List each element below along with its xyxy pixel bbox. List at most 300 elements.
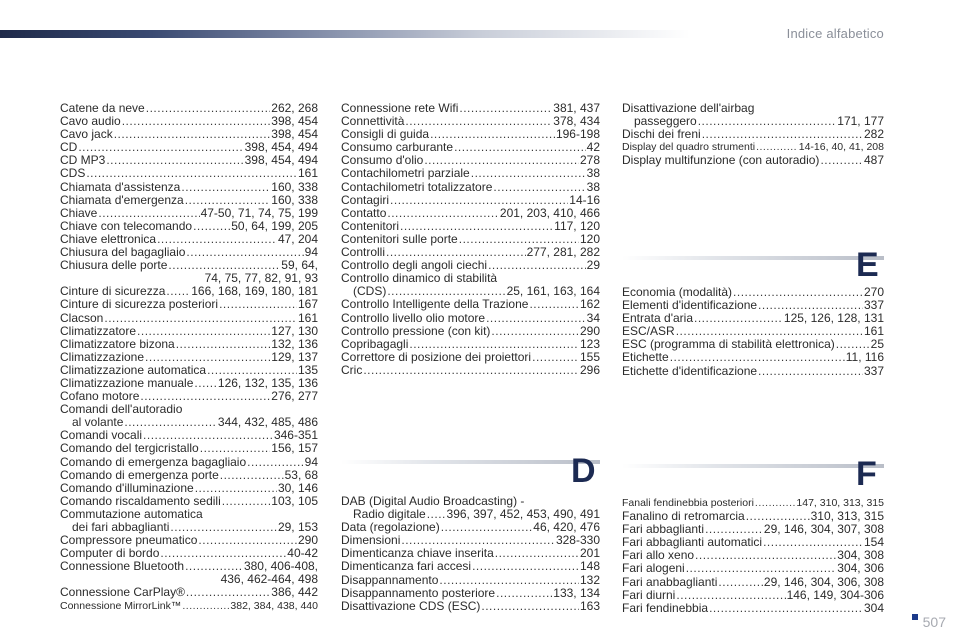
index-pages: 378, 434 [553, 114, 600, 129]
leader-dots [459, 233, 579, 246]
index-entry [60, 325, 318, 338]
index-pages: 161 [863, 324, 884, 339]
leader-dots [186, 586, 270, 599]
index-column-d [341, 495, 600, 613]
index-pages: 50, 64, 199, 205 [231, 218, 318, 233]
index-term: Connessione Bluetooth [60, 559, 185, 574]
index-pages: 42 [586, 140, 600, 155]
index-entry [341, 181, 600, 194]
index-term: Climatizzatore [60, 323, 137, 338]
index-term: Fanali fendinebbia posteriori [622, 497, 754, 509]
leader-dots [686, 562, 837, 575]
section-letter-f: F [856, 455, 877, 493]
index-pages: 304, 308 [837, 548, 884, 563]
leader-dots [168, 259, 280, 272]
index-pages: 290 [297, 533, 318, 548]
index-pages: 380, 406-408, [243, 559, 318, 574]
index-term: Climatizzatore bizona [60, 336, 175, 351]
index-pages: 201 [579, 546, 600, 561]
index-entry [60, 167, 318, 180]
leader-dots [386, 246, 526, 259]
leader-dots [122, 115, 271, 128]
index-pages: 277, 281, 282 [526, 245, 600, 260]
leader-dots [733, 286, 863, 299]
index-pages: 162 [579, 297, 600, 312]
leader-dots [702, 128, 863, 141]
index-term: DAB (Digital Audio Broadcasting) - [341, 494, 525, 508]
index-term: Connessione CarPlay® [60, 585, 185, 600]
index-term: Computer di bordo [60, 546, 160, 561]
page-number: 507 [922, 614, 946, 630]
index-term: ESC (programma di stabilità elettronica) [622, 337, 835, 352]
leader-dots [181, 181, 270, 194]
index-term: Consumo carburante [341, 140, 454, 155]
index-term: Consumo d'olio [341, 153, 424, 168]
leader-dots [532, 351, 579, 364]
leader-dots [106, 154, 243, 167]
index-pages: 163 [579, 598, 600, 613]
index-pages: 310, 313, 315 [810, 509, 884, 524]
leader-dots [698, 115, 837, 128]
index-term: Cavo jack [60, 127, 113, 142]
index-term: Fari anabbaglianti [622, 574, 718, 589]
leader-dots [441, 521, 533, 534]
index-term: Cavo audio [60, 114, 121, 129]
index-entry [60, 194, 318, 207]
index-pages: 171, 177 [837, 114, 884, 129]
index-pages: 398, 454 [271, 114, 318, 129]
index-pages: 201, 203, 410, 466 [499, 205, 600, 220]
index-pages: 40-42 [287, 546, 318, 561]
leader-dots [430, 128, 555, 141]
index-pages: 29, 146, 304, 307, 308 [763, 522, 884, 537]
index-term: Compressore pneumatico [60, 533, 198, 548]
leader-dots [763, 536, 863, 549]
leader-dots [185, 194, 271, 207]
index-entry [622, 128, 884, 141]
index-pages: 53, 68 [284, 467, 318, 482]
index-term: Dimenticanza chiave inserita [341, 546, 494, 561]
leader-dots [491, 325, 579, 338]
index-term: Contagiri [341, 192, 390, 207]
index-entry [622, 365, 884, 378]
index-pages: 59, 64, [281, 258, 318, 273]
index-term: Etichette d'identificazione [622, 363, 758, 378]
index-term: Fari allo xeno [622, 548, 695, 563]
leader-dots [670, 351, 845, 364]
index-pages: 132 [579, 572, 600, 587]
leader-dots [207, 364, 297, 377]
index-pages: 161 [297, 310, 318, 325]
leader-dots [756, 141, 798, 154]
index-entry [622, 562, 884, 575]
index-term: Controllo Intelligente della Trazione [341, 297, 529, 312]
leader-dots [424, 154, 579, 167]
leader-dots [705, 523, 763, 536]
index-term: Entrata d'aria [622, 311, 693, 326]
index-pages: 38 [586, 166, 600, 181]
leader-dots [488, 259, 586, 272]
leader-dots [98, 207, 199, 220]
leader-dots [140, 390, 270, 403]
index-pages: 386, 442 [271, 585, 318, 600]
leader-dots [718, 576, 762, 589]
leader-dots [486, 312, 586, 325]
index-term: Correttore di posizione dei proiettori [341, 349, 532, 364]
index-pages: 154 [863, 535, 884, 550]
index-entry [341, 338, 600, 351]
index-pages: 161 [297, 166, 318, 181]
index-pages: 155 [579, 349, 600, 364]
index-entry [60, 312, 318, 325]
index-pages: 11, 116 [845, 350, 884, 365]
index-term: Comando d'illuminazione [60, 480, 194, 495]
leader-dots [198, 534, 297, 547]
index-entry [60, 495, 318, 508]
leader-dots [694, 312, 783, 325]
index-term: Chiusura del bagagliaio [60, 245, 186, 260]
index-term: Cinture di sicurezza [60, 284, 166, 299]
leader-dots [387, 285, 505, 298]
index-pages: 166, 168, 169, 180, 181 [191, 284, 318, 299]
index-column-d-cont [622, 102, 884, 167]
leader-dots [78, 141, 243, 154]
index-term: Chiamata d'assistenza [60, 179, 181, 194]
index-term: Clacson [60, 310, 104, 325]
section-letter-e: E [856, 246, 879, 284]
index-column-e [622, 286, 884, 378]
index-term: Contachilometri parziale [341, 166, 470, 181]
leader-dots [459, 102, 552, 115]
index-entry [60, 351, 318, 364]
index-entry [341, 220, 600, 233]
index-pages: 304 [863, 600, 884, 615]
leader-dots [194, 377, 217, 390]
index-entry [60, 600, 318, 613]
index-pages: 262, 268 [271, 101, 318, 115]
index-term: Disappannamento posteriore [341, 585, 496, 600]
leader-dots [496, 587, 552, 600]
index-pages: 382, 384, 438, 440 [230, 599, 318, 612]
index-pages: 14-16 [569, 192, 600, 207]
leader-dots [86, 167, 297, 180]
leader-dots [755, 497, 795, 510]
leader-dots [200, 442, 271, 455]
leader-dots [195, 482, 277, 495]
index-pages: 29, 153 [277, 520, 318, 534]
index-entry [60, 456, 318, 469]
leader-dots [405, 115, 552, 128]
index-pages: 276, 277 [271, 389, 318, 404]
leader-dots [186, 246, 303, 259]
index-pages: 14-16, 40, 41, 208 [798, 141, 884, 154]
leader-dots [170, 521, 277, 534]
leader-dots [182, 600, 229, 613]
index-term: CDS [60, 166, 86, 181]
index-pages: 148 [579, 559, 600, 574]
leader-dots [363, 364, 579, 377]
index-entry [341, 312, 600, 325]
leader-dots [746, 510, 810, 523]
index-term: Contenitori [341, 218, 400, 233]
leader-dots [409, 338, 579, 351]
index-term: Contenitori sulle porte [341, 231, 458, 246]
leader-dots [247, 456, 304, 469]
index-term: Climatizzazione manuale [60, 375, 194, 390]
leader-dots [529, 298, 579, 311]
leader-dots [758, 365, 863, 378]
index-term: Fari diurni [622, 587, 676, 602]
index-entry [60, 220, 318, 233]
index-pages: 25 [870, 337, 884, 352]
index-pages: 146, 149, 304-306 [786, 587, 884, 602]
leader-dots [390, 194, 568, 207]
index-term: Dimenticanza fari accesi [341, 559, 472, 574]
leader-dots [124, 416, 217, 429]
index-term: Controlli [341, 245, 386, 260]
index-pages: 34 [586, 310, 600, 325]
index-entry [341, 574, 600, 587]
index-term: Connettività [341, 114, 405, 129]
index-term: Display multifunzione (con autoradio) [622, 153, 820, 168]
page-header-title: Indice alfabetico [786, 26, 884, 41]
index-entry [622, 351, 884, 364]
index-term: passeggero [634, 114, 697, 129]
index-entry [341, 351, 600, 364]
index-term: Radio digitale [353, 507, 426, 522]
index-pages: 129, 137 [271, 349, 318, 364]
index-entry [60, 338, 318, 351]
index-entry [622, 602, 884, 615]
index-entry [622, 576, 884, 589]
section-divider-f [622, 464, 884, 468]
index-pages: 46, 420, 476 [533, 520, 600, 535]
index-pages: 133, 134 [553, 585, 600, 600]
index-pages: 270 [863, 285, 884, 299]
section-divider-e [622, 256, 884, 260]
index-pages-continued: 74, 75, 77, 82, 91, 93 [204, 271, 318, 286]
index-pages: 29 [586, 258, 600, 273]
index-pages: 487 [863, 153, 884, 168]
index-term: Connessione MirrorLink™ [60, 599, 182, 612]
index-term: Catene da neve [60, 101, 145, 115]
leader-dots [472, 560, 579, 573]
index-term: Elementi d'identificazione [622, 298, 758, 313]
index-entry [60, 181, 318, 194]
index-term: Fari abbaglianti [622, 522, 705, 537]
index-term: Disappannamento [341, 572, 439, 587]
leader-dots [222, 495, 271, 508]
index-term: CD MP3 [60, 153, 106, 168]
index-term: Chiave [60, 205, 98, 220]
leader-dots [114, 128, 271, 141]
index-column-c-part1 [60, 102, 318, 613]
index-term: Climatizzazione [60, 349, 145, 364]
index-pages: 167 [297, 297, 318, 312]
index-term: Fari fendinebbia [622, 600, 709, 615]
index-term: Climatizzazione automatica [60, 362, 207, 377]
leader-dots [676, 589, 785, 602]
index-term: Contatto [341, 205, 387, 220]
leader-dots [176, 338, 271, 351]
leader-dots [836, 338, 870, 351]
index-pages: 344, 432, 485, 486 [217, 415, 318, 430]
index-term: Dischi dei freni [622, 127, 701, 142]
index-pages: 135 [297, 362, 318, 377]
index-pages: 196-198 [555, 127, 600, 142]
index-term: Economia (modalità) [622, 285, 733, 299]
leader-dots [220, 469, 284, 482]
leader-dots [387, 207, 499, 220]
index-pages: 160, 338 [271, 192, 318, 207]
index-term: Cinture di sicurezza posteriori [60, 297, 219, 312]
index-pages: 328-330 [555, 533, 600, 548]
index-term: Chiamata d'emergenza [60, 192, 184, 207]
index-pages: 126, 132, 135, 136 [217, 375, 318, 390]
index-entry [60, 469, 318, 482]
index-entry [341, 298, 600, 311]
header-gradient-bar [0, 30, 690, 38]
index-term: Disattivazione CDS (ESC) [341, 598, 481, 613]
index-pages: 103, 105 [271, 493, 318, 508]
leader-dots [160, 547, 286, 560]
index-term: Dimensioni [341, 533, 401, 548]
index-term: Fanalino di retromarcia [622, 509, 745, 524]
index-pages: 38 [586, 179, 600, 194]
index-term: Chiave con telecomando [60, 218, 193, 233]
leader-dots [758, 299, 863, 312]
section-letter-d: D [571, 452, 596, 490]
index-pages: 337 [863, 298, 884, 313]
index-pages: 290 [579, 323, 600, 338]
leader-dots [157, 233, 277, 246]
index-term: dei fari abbaglianti [72, 520, 170, 534]
index-term: Commutazione automatica [60, 506, 203, 521]
index-pages: 94 [304, 245, 318, 260]
index-pages: 117, 120 [554, 218, 600, 233]
index-entry [60, 207, 318, 220]
index-term: Comando del tergicristallo [60, 441, 199, 456]
index-column-f [622, 497, 884, 615]
index-entry [60, 259, 318, 272]
index-pages: 47-50, 71, 74, 75, 199 [200, 205, 318, 220]
index-entry [341, 194, 600, 207]
index-term: Connessione rete Wifi [341, 101, 459, 115]
leader-dots [146, 102, 271, 115]
index-term: al volante [72, 415, 124, 430]
index-entry [341, 207, 600, 220]
index-term: Comandi dell'autoradio [60, 402, 183, 417]
index-term: Controllo livello olio motore [341, 310, 486, 325]
index-entry [341, 587, 600, 600]
index-term: Cofano motore [60, 389, 140, 404]
leader-dots [439, 574, 579, 587]
index-pages: 47, 204 [277, 231, 318, 246]
leader-dots [193, 220, 230, 233]
index-entry [60, 442, 318, 455]
index-entry [341, 600, 600, 613]
index-pages: 337 [863, 363, 884, 378]
index-term: Disattivazione dell'airbag [622, 101, 755, 115]
index-term: Fari alogeni [622, 561, 685, 576]
index-term: ESC/ASR [622, 324, 675, 339]
index-term: CD [60, 140, 78, 155]
leader-dots [145, 351, 270, 364]
leader-dots [185, 560, 243, 573]
index-term: Chiave elettronica [60, 231, 157, 246]
index-term: (CDS) [353, 284, 387, 299]
index-pages: 304, 306 [837, 561, 884, 576]
leader-dots [495, 547, 579, 560]
index-term: Chiusura delle porte [60, 258, 168, 273]
index-term: Controllo degli angoli ciechi [341, 258, 488, 273]
index-pages: 156, 157 [271, 441, 318, 456]
index-pages: 396, 397, 452, 453, 490, 491 [446, 507, 600, 522]
leader-dots [454, 141, 586, 154]
index-pages: 398, 454, 494 [244, 153, 318, 168]
index-entry [60, 364, 318, 377]
leader-dots [401, 534, 555, 547]
leader-dots [493, 181, 585, 194]
index-pages: 346-351 [273, 428, 318, 443]
index-pages: 30, 146 [277, 480, 318, 495]
index-term: Copribagagli [341, 336, 409, 351]
leader-dots [166, 285, 190, 298]
index-pages-continued: 436, 462-464, 498 [220, 572, 318, 587]
index-term: Consigli di guida [341, 127, 430, 142]
leader-dots [219, 298, 297, 311]
index-pages: 278 [579, 153, 600, 168]
index-pages: 120 [579, 231, 600, 246]
index-term: Comando di emergenza porte [60, 467, 219, 482]
index-entry [341, 560, 600, 573]
index-term: Fari abbaglianti automatici [622, 535, 763, 550]
index-term: Data (regolazione) [341, 520, 440, 535]
leader-dots [104, 312, 297, 325]
index-entry [622, 154, 884, 167]
index-term: Controllo pressione (con kit) [341, 323, 491, 338]
index-entry [60, 586, 318, 599]
index-pages: 125, 126, 128, 131 [783, 311, 884, 326]
leader-dots [695, 549, 836, 562]
leader-dots [709, 602, 863, 615]
index-entry [341, 364, 600, 377]
index-pages: 160, 338 [271, 179, 318, 194]
leader-dots [143, 429, 273, 442]
index-pages: 123 [579, 336, 600, 351]
index-pages: 398, 454 [271, 127, 318, 142]
index-term: Cric [341, 362, 363, 377]
index-entry [60, 154, 318, 167]
index-term: Contachilometri totalizzatore [341, 179, 493, 194]
leader-dots [400, 220, 553, 233]
index-pages: 381, 437 [553, 101, 600, 115]
index-term: Comandi vocali [60, 428, 143, 443]
leader-dots [427, 508, 446, 521]
index-pages: 147, 310, 313, 315 [796, 497, 884, 509]
index-entry [60, 298, 318, 311]
index-pages: 25, 161, 163, 164 [506, 284, 600, 299]
leader-dots [471, 167, 586, 180]
leader-dots [481, 600, 579, 613]
index-pages: 94 [304, 454, 318, 469]
section-divider-d [341, 460, 600, 464]
index-entry [341, 167, 600, 180]
index-term: Comando riscaldamento sedili [60, 493, 221, 508]
index-term: Etichette [622, 350, 669, 365]
index-pages: 282 [863, 127, 884, 142]
index-term: Comando di emergenza bagagliaio [60, 454, 247, 469]
